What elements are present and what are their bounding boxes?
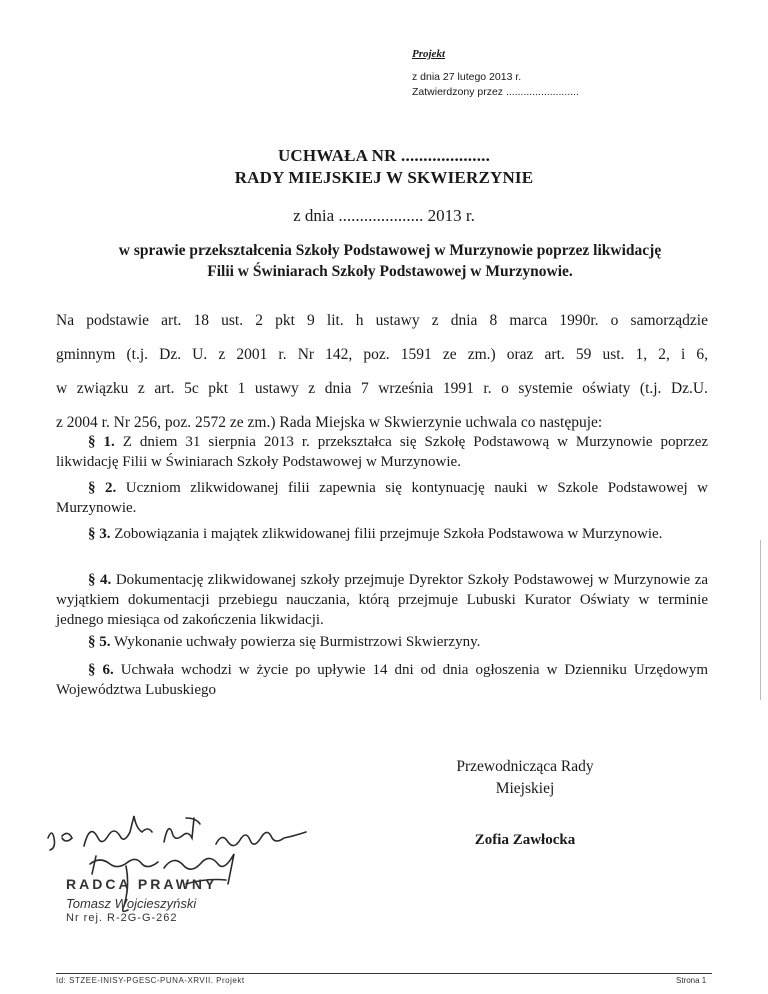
stamp-name: Tomasz Wojcieszyński bbox=[66, 896, 197, 911]
footer-document-id: Id: STZEE-INISY-PGESC-PUNA-XRVII. Projekt bbox=[56, 976, 245, 985]
subject-line-2: Filii w Świniarach Szkoły Podstawowej w Murzynowie. bbox=[207, 263, 573, 280]
section-number: § 4. bbox=[88, 572, 112, 588]
section-number: § 6. bbox=[88, 662, 114, 678]
resolution-date: z dnia .................... 2013 r. bbox=[293, 206, 475, 225]
section-number: § 1. bbox=[88, 434, 115, 450]
section-5 bbox=[56, 632, 708, 652]
section-6 bbox=[56, 660, 708, 700]
council-name: RADY MIEJSKIEJ W SKWIERZYNIE bbox=[234, 168, 534, 187]
stamp-registration: Nr rej. R-2G-G-262 bbox=[66, 912, 178, 924]
legal-counsel-stamp bbox=[66, 876, 217, 924]
section-text: Uczniom zlikwidowanej filii zapewnia się kontynuację nauki w Szkole Podstawowej w Murzynowie. bbox=[56, 480, 709, 516]
intro-line: gminnym (t.j. Dz. U. z 2001 r. Nr 142, poz. 1591 ze zm.) oraz art. 59 ust. 1, 2, i 6, bbox=[56, 346, 708, 363]
legal-basis-paragraph bbox=[56, 304, 708, 440]
section-number: § 2. bbox=[88, 480, 117, 496]
intro-line: Na podstawie art. 18 ust. 2 pkt 9 lit. h ustawy z dnia 8 marca 1990r. o samorządzie bbox=[56, 312, 708, 329]
subject-heading bbox=[40, 240, 740, 282]
intro-line: w związku z art. 5c pkt 1 ustawy z dnia 7 września 1991 r. o systemie oświaty (t.j. Dz.U. bbox=[56, 380, 708, 397]
section-text: Dokumentację zlikwidowanej szkoły przejmuje Dyrektor Szkoły Podstawowej w Murzynowie za wyjątkiem dokumentacji przebiegu nauczania, którą przejmuje Lubuski Kurator Oświaty w terminie jednego miesiąca od zakończenia likwidacji. bbox=[56, 572, 709, 628]
section-text: Wykonanie uchwały powierza się Burmistrzowi Skwierzyny. bbox=[113, 634, 481, 650]
section-number: § 3. bbox=[88, 526, 111, 542]
chair-role bbox=[440, 756, 610, 800]
subject-line-1: w sprawie przekształcenia Szkoły Podstawowej w Murzynowie poprzez likwidację bbox=[118, 242, 662, 259]
chair-role-line-2: Miejskiej bbox=[495, 780, 555, 797]
resolution-number: UCHWAŁA NR .................... bbox=[277, 146, 491, 165]
section-1 bbox=[56, 432, 708, 472]
intro-line: z 2004 r. Nr 256, poz. 2572 ze zm.) Rada Miejska w Skwierzynie uchwala co następuje: bbox=[56, 414, 603, 431]
section-4 bbox=[56, 570, 708, 630]
section-text: Z dniem 31 sierpnia 2013 r. przekształca się Szkołę Podstawową w Murzynowie poprzez likwidację Filii w Świniarach Szkoły Podstawowej w Murzynowie. bbox=[56, 434, 709, 470]
approved-by-line: Zatwierdzony przez ......................... bbox=[412, 86, 579, 98]
draft-date-line: z dnia 27 lutego 2013 r. bbox=[412, 71, 522, 83]
section-number: § 5. bbox=[88, 634, 111, 650]
section-text: Zobowiązania i majątek zlikwidowanej filii przejmuje Szkoła Podstawowa w Murzynowie. bbox=[114, 526, 663, 542]
projekt-label: Projekt bbox=[412, 48, 445, 60]
section-2 bbox=[56, 478, 708, 518]
chair-role-line-1: Przewodnicząca Rady bbox=[456, 758, 594, 775]
scan-edge-line bbox=[760, 540, 761, 700]
chair-name: Zofia Zawłocka bbox=[474, 832, 576, 848]
section-text: Uchwała wchodzi w życie po upływie 14 dni od dnia ogłoszenia w Dzienniku Urzędowym Województwa Lubuskiego bbox=[56, 662, 708, 698]
footer-divider bbox=[56, 973, 712, 974]
section-3 bbox=[56, 524, 708, 544]
footer-page-number: Strona 1 bbox=[676, 976, 707, 985]
stamp-title: RADCA PRAWNY bbox=[66, 876, 218, 892]
